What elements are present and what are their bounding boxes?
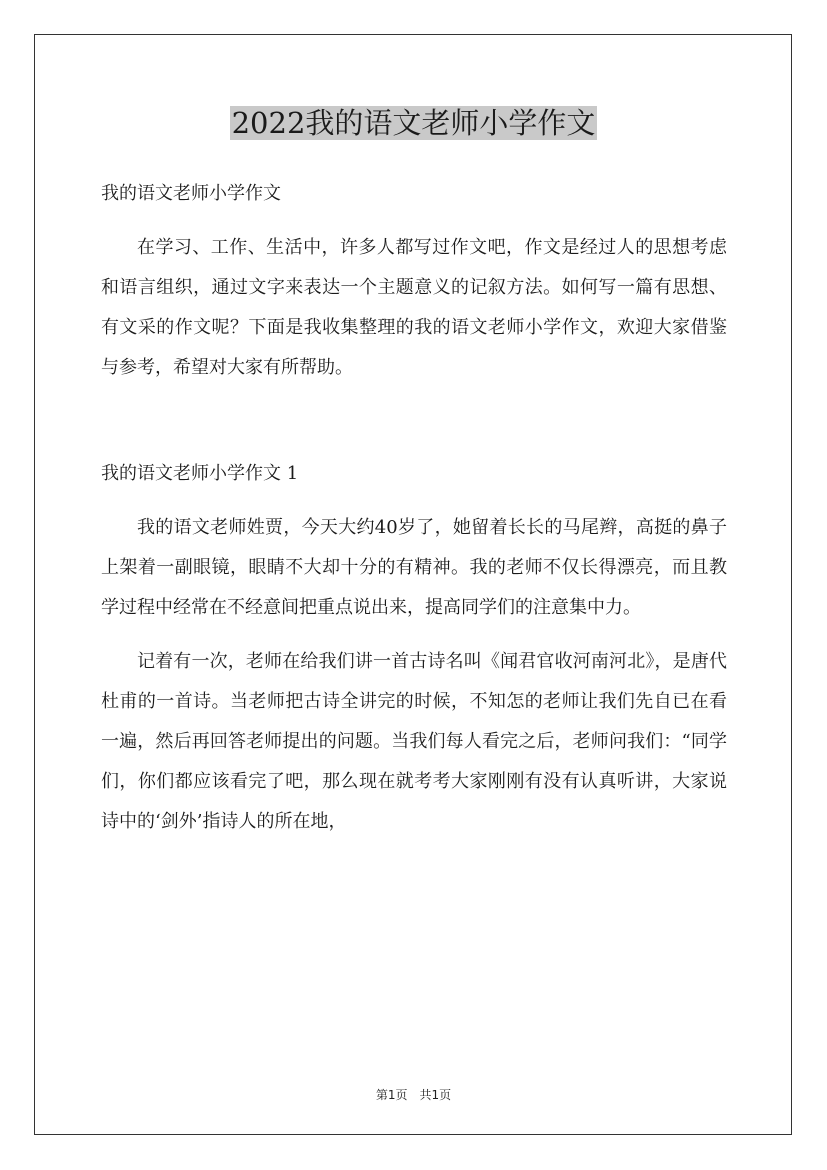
section-spacer: [101, 388, 727, 454]
intro-paragraph: 在学习、工作、生活中，许多人都写过作文吧，作文是经过人的思想考虑和语言组织，通过文字来表达一个主题意义的记叙方法。如何写一篇有思想、有文采的作文呢？下面是我收集整理的我的语文老师小学作文，欢迎大家借鉴与参考，希望对大家有所帮助。: [101, 237, 727, 378]
body-paragraph: 我的语文老师姓贾，今天大约40岁了，她留着长长的马尾辫，高挺的鼻子上架着一副眼镜，眼睛不大却十分的有精神。我的老师不仅长得漂亮，而且教学过程中经常在不经意间把重点说出来，提高同学们的注意集中力。: [101, 517, 727, 618]
document-title-text: 2022我的语文老师小学作文: [231, 106, 596, 140]
document-body: [101, 174, 727, 842]
document-title: [0, 100, 827, 146]
page-footer: 第1页 共1页: [375, 1088, 452, 1102]
section-heading: 我的语文老师小学作文 1: [101, 463, 299, 484]
intro-heading: 我的语文老师小学作文: [101, 183, 281, 204]
body-paragraph: 记着有一次，老师在给我们讲一首古诗名叫《闻君官收河南河北》，是唐代杜甫的一首诗。当老师把古诗全讲完的时候，不知怎的老师让我们先自已在看一遍，然后再回答老师提出的问题。当我们每人看完之后，老师问我们：“同学们，你们都应该看完了吧，那么现在就考考大家刚刚有没有认真听讲，大家说诗中的‘剑外’指诗人的所在地，: [101, 651, 727, 832]
